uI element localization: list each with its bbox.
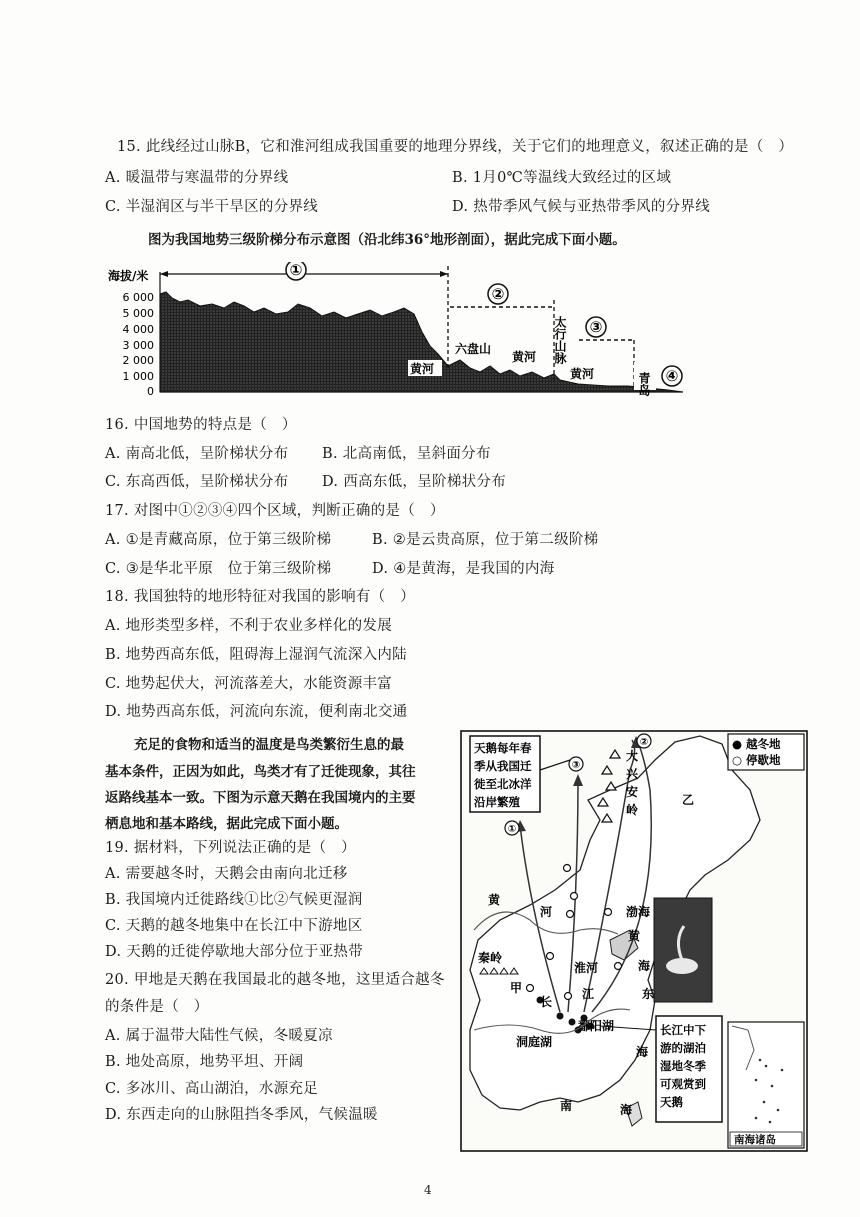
q16-option-d: D. 西高东低，呈阶梯状分布: [322, 474, 507, 490]
q18-option-a: A. 地形类型多样，不利于农业多样化的发展: [105, 618, 392, 634]
swan-map-svg: [460, 730, 808, 1152]
callout-top-l2: 季从我国迁: [474, 759, 532, 773]
region2-marker: ②: [491, 285, 505, 303]
terrain-silhouette: [160, 292, 683, 392]
q20-option-c: C. 多冰川、高山湖泊，水源充足: [105, 1081, 319, 1097]
route-1-marker: ①: [507, 824, 517, 835]
q16-option-c: C. 东高西低，呈阶梯状分布: [105, 474, 289, 490]
q20-stem-1: 20. 甲地是天鹅在我国最北的越冬地，这里适合越冬: [105, 972, 445, 988]
label-huanghe-2: 黄河: [512, 350, 537, 364]
q17-option-a: A. ①是青藏高原，位于第三级阶梯: [105, 532, 332, 548]
q15-option-b: B. 1月0℃等温线大致经过的区域: [452, 170, 672, 186]
ytick-4000: 4 000: [122, 323, 154, 336]
label-huanghe-1: 黄河: [410, 362, 435, 376]
label-huang-east: 黄: [628, 929, 641, 943]
q20-option-b: B. 地处高原，地势平坦、开阔: [105, 1054, 304, 1070]
label-chang: 长: [540, 995, 553, 1009]
q15-option-c: C. 半湿润区与半干旱区的分界线: [105, 199, 319, 215]
ytick-3000: 3 000: [122, 339, 154, 352]
q20-stem-2: 的条件是（ ）: [105, 999, 209, 1015]
label-dongtinghu: 洞庭湖: [516, 1035, 553, 1049]
label-daxinganling-1: 大: [626, 749, 639, 763]
label-poyanghu: 鄱阳湖: [578, 1019, 615, 1033]
ytick-6000: 6 000: [122, 291, 154, 304]
intro-profile: 图为我国地势三级阶梯分布示意图（沿北纬36°地形剖面），据此完成下面小题。: [148, 232, 626, 248]
ytick-2000: 2 000: [122, 354, 154, 367]
label-daxinganling-3: 安: [626, 785, 639, 799]
q20-option-a: A. 属于温带大陆性气候，冬暖夏凉: [105, 1028, 333, 1044]
q18-option-b: B. 地势西高东低，阻碍海上湿润气流深入内陆: [105, 647, 407, 663]
intro-swan-l2: 基本条件，正因为如此，鸟类才有了迁徙现象，其往: [105, 764, 416, 780]
label-nanhai-islands: 南海诸岛: [734, 1134, 776, 1146]
swan-migration-map: [460, 730, 808, 1152]
label-qinling: 秦岭: [478, 951, 503, 965]
ytick-5000: 5 000: [122, 307, 154, 320]
q19-option-d: D. 天鹅的迁徙停歇地大部分位于亚热带: [105, 944, 364, 960]
label-daxinganling-4: 岭: [626, 803, 639, 817]
callout-top-l1: 天鹅每年春: [474, 741, 532, 755]
q18-option-d: D. 地势西高东低，河流向东流，便利南北交通: [105, 704, 408, 720]
route-3-marker: ③: [571, 760, 581, 771]
label-dong: 东: [642, 987, 655, 1001]
q17-option-d: D. ④是黄海，是我国的内海: [372, 561, 555, 577]
label-huanghe-3: 黄河: [570, 367, 595, 381]
label-hai-3: 海: [620, 1103, 633, 1117]
label-jia: 甲: [510, 981, 523, 995]
q17-option-c: C. ③是华北平原 位于第三级阶梯: [105, 561, 332, 577]
q16-stem: 16. 中国地势的特点是（ ）: [105, 417, 297, 433]
region1-marker: ①: [289, 262, 303, 279]
q15-option-d: D. 热带季风气候与亚热带季风的分界线: [452, 199, 711, 215]
label-hai-1: 海: [638, 959, 651, 973]
legend-stopover: ○ 停歇地: [732, 753, 781, 767]
q19-stem: 19. 据材料，下列说法正确的是（ ）: [105, 840, 356, 856]
callout-bottom-l5: 天鹅: [660, 1095, 683, 1109]
intro-swan-l4: 栖息地和基本路线，据此完成下面小题。: [105, 816, 348, 832]
region4-marker: ④: [665, 367, 679, 385]
swan-photo: [654, 898, 712, 1002]
callout-bottom-l2: 游的湖泊: [660, 1041, 706, 1055]
label-taihang: 太行山脉: [553, 316, 567, 364]
label-hai-2: 海: [636, 1045, 649, 1059]
route-2-marker: ②: [639, 737, 649, 748]
q17-option-b: B. ②是云贵高原，位于第二级阶梯: [372, 532, 599, 548]
callout-top-l3: 徙至北冰洋: [474, 777, 532, 791]
label-liupanshan: 六盘山: [455, 342, 492, 356]
label-daxinganling-2: 兴: [626, 767, 639, 781]
callout-bottom-l1: 长江中下: [660, 1023, 706, 1037]
profile-ylabel: 海拔/米: [108, 269, 149, 283]
q19-option-c: C. 天鹅的越冬地集中在长江中下游地区: [105, 918, 363, 934]
q18-stem: 18. 我国独特的地形特征对我国的影响有（ ）: [105, 589, 416, 605]
callout-top-l4: 沿岸繁殖: [474, 795, 520, 809]
q20-option-d: D. 东西走向的山脉阻挡冬季风，气候温暖: [105, 1107, 378, 1123]
callout-bottom-l3: 湿地冬季: [660, 1059, 706, 1073]
page-number: 4: [424, 1183, 432, 1197]
label-jiang: 江: [582, 987, 595, 1001]
label-huang-west: 黄: [488, 893, 501, 907]
label-huaihe: 淮河: [574, 961, 599, 975]
ytick-1000: 1 000: [122, 370, 154, 383]
q16-option-a: A. 南高北低，呈阶梯状分布: [105, 446, 289, 462]
q17-stem: 17. 对图中①②③④四个区域，判断正确的是（ ）: [105, 503, 445, 519]
label-qingdao: 青岛: [637, 372, 651, 396]
q19-option-b: B. 我国境内迁徙路线①比②气候更湿润: [105, 892, 363, 908]
terrain-profile-svg: [108, 262, 688, 402]
legend-winter: ● 越冬地: [732, 737, 781, 751]
label-bohai: 渤海: [626, 905, 651, 919]
q19-option-a: A. 需要越冬时，天鹅会由南向北迁移: [105, 866, 348, 882]
q15-stem: 15. 此线经过山脉B，它和淮河组成我国重要的地理分界线，关于它们的地理意义，叙述正确的是（ ）: [117, 139, 794, 155]
q15-option-a: A. 暖温带与寒温带的分界线: [105, 170, 289, 186]
q18-option-c: C. 地势起伏大，河流落差大，水能资源丰富: [105, 676, 393, 692]
nanhai-inset: [728, 1022, 804, 1148]
terrain-profile-figure: [108, 262, 688, 402]
label-yi: 乙: [682, 793, 695, 807]
q16-option-b: B. 北高南低，呈斜面分布: [322, 446, 491, 462]
label-nan: 南: [560, 1099, 573, 1113]
callout-bottom-l4: 可观赏到: [660, 1077, 706, 1091]
intro-swan-l1: 充足的食物和适当的温度是鸟类繁衍生息的最: [134, 737, 404, 753]
label-he: 河: [540, 905, 553, 919]
intro-swan-l3: 返路线基本一致。下图为示意天鹅在我国境内的主要: [105, 790, 416, 806]
region3-marker: ③: [589, 318, 603, 336]
ytick-0: 0: [147, 385, 154, 398]
